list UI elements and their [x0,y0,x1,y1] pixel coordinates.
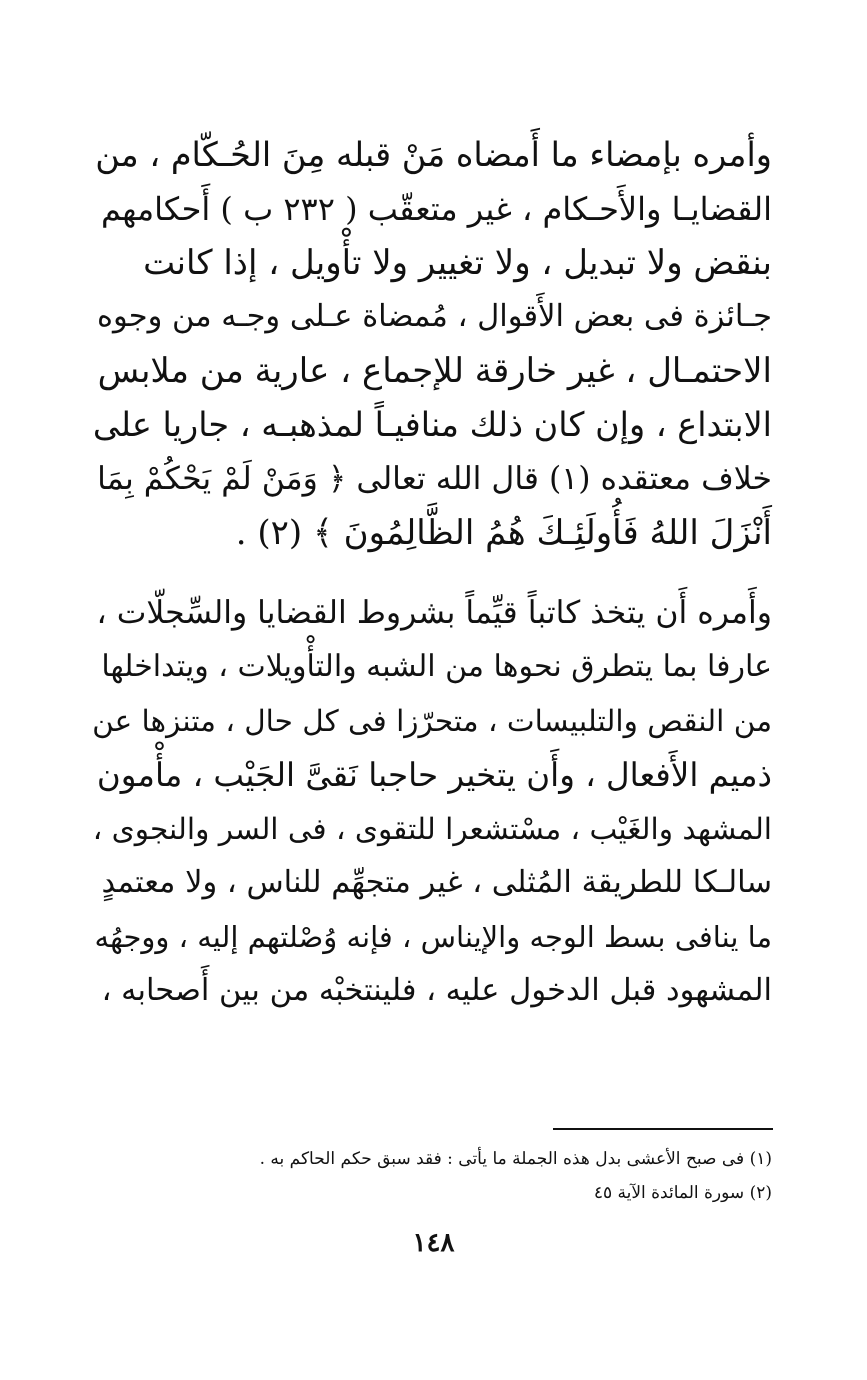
text-line: المشهود قبل الدخول عليه ، فلينتخبْه من بين أَصحابه ، [101,973,772,1008]
text-line: المشهد والغَيْب ، مسْتشعرا للتقوى ، فى السر والنجوى ، [92,812,772,846]
text-line: بنقض ولا تبديل ، ولا تغيير ولا تأْويل ، إذا كانت [143,243,772,283]
text-line: ذميم الأَفعال ، وأَن يتخير حاجبا نَقىَّ الجَيْب ، مأْمون [96,756,772,794]
footnotes [92,1142,772,1210]
text-line: ما ينافى بسط الوجه والإيناس ، فإنه وُصْلتهم إليه ، ووجهُه [94,920,772,954]
text-line: الابتداع ، وإن كان ذلك منافيـاً لمذهبـه ، جاريا على [92,405,772,444]
text-line: عارفا بما يتطرق نحوها من الشبه والتأْويلات ، ويتداخلها [101,649,772,684]
page-body [92,128,772,1018]
text-line: وأمره بإمضاء ما أَمضاه مَنْ قبله مِنَ الحُـكّام ، من [95,135,772,174]
text-line: أَنْزَلَ اللهُ فَأُولَئِـكَ هُمُ الظَّالِمُونَ ﴾ (٢) . [235,513,772,553]
text-line: وأَمره أَن يتخذ كاتباً قيِّماً بشروط القضايا والسِّجلّات ، [96,595,772,631]
text-line: سالـكا للطريقة المُثلى ، غير متجهِّم للناس ، ولا معتمدٍ [101,865,772,900]
footnote-2: (٢) سورة المائدة الآية ٤٥ [593,1183,772,1203]
footnote-1: (١) فى صبح الأعشى بدل هذه الجملة ما يأتى : فقد سبق حكم الحاكم به . [259,1149,772,1169]
paragraph-2 [92,586,772,1018]
text-line: جـائزة فى بعض الأَقوال ، مُمضاة عـلى وجـه من وجوه [97,299,772,334]
page-number: ١٤٨ [412,1228,455,1258]
text-line: من النقص والتلبيسات ، متحرّزا فى كل حال ، متنزها عن [92,704,772,738]
footnote-divider [553,1128,773,1130]
text-line: خلاف معتقده (١) قال الله تعالى ﴿ وَمَنْ لَمْ يَحْكُمْ بِمَا [97,461,772,497]
text-line: القضايـا والأَحـكام ، غير متعقّب ( ٢٣٢ ب ) أَحكامهم [100,190,772,228]
text-line: الاحتمـال ، غير خارقة للإجماع ، عارية من ملابس [97,351,772,391]
paragraph-1 [92,128,772,560]
